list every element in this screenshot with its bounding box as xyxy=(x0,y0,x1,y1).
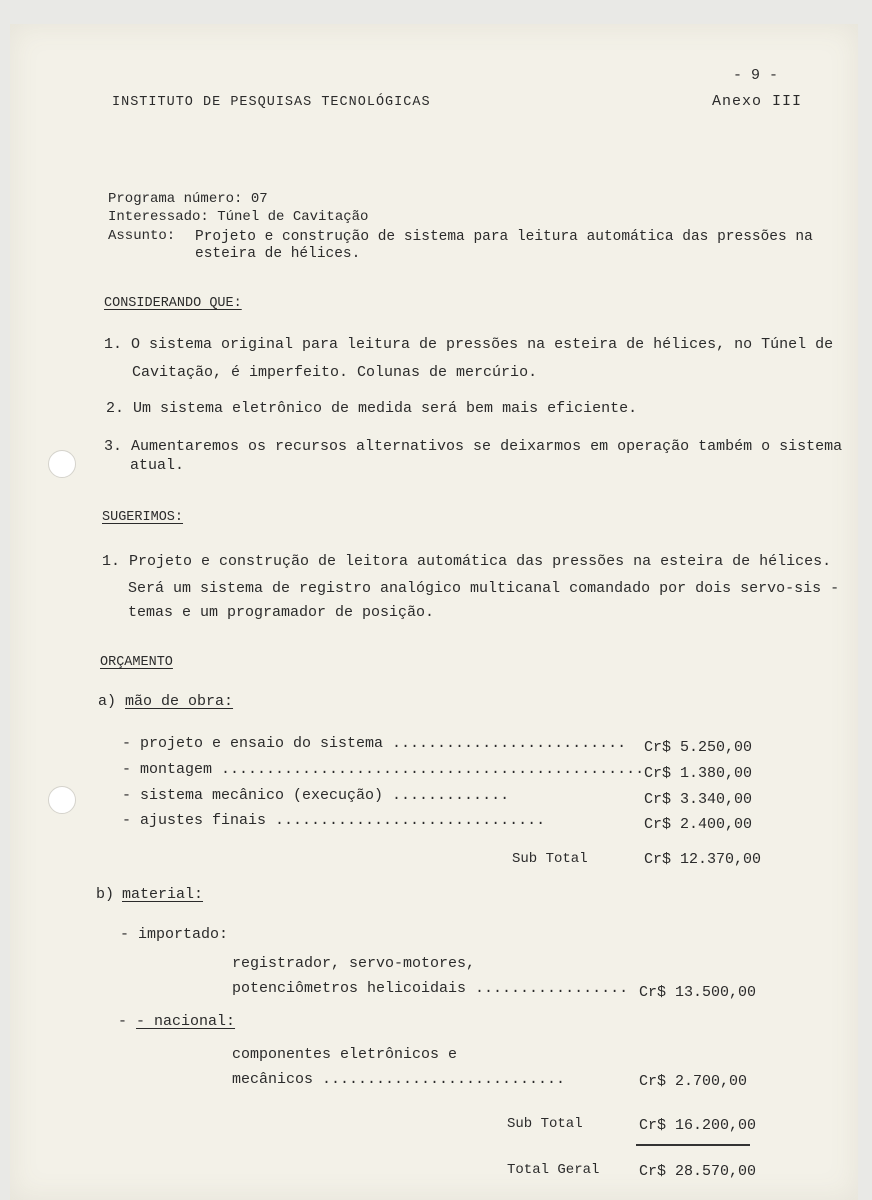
sugerimos-line-3: temas e um programador de posição. xyxy=(128,604,435,621)
nacional-amount: Cr$ 2.700,00 xyxy=(639,1073,748,1090)
subject-line-2: esteira de hélices. xyxy=(195,246,361,262)
program-number: Programa número: 07 xyxy=(108,191,268,207)
considerando-item-3-cont: atual. xyxy=(130,457,185,474)
importado-amount: Cr$ 13.500,00 xyxy=(639,984,757,1001)
considerando-item-2: 2. Um sistema eletrônico de medida será bem mais eficiente. xyxy=(106,400,638,417)
nacional-line-1: componentes eletrônicos e xyxy=(232,1046,458,1063)
labor-subtotal-amount: Cr$ 12.370,00 xyxy=(644,851,762,868)
sugerimos-line-2: Será um sistema de registro analógico multicanal comandado por dois servo-sis - xyxy=(128,580,840,597)
labor-item-4-amount: Cr$ 2.400,00 xyxy=(644,816,753,833)
labor-subtotal-label: Sub Total xyxy=(512,851,588,867)
nacional-line-2: mecânicos ........................... xyxy=(232,1071,566,1088)
nacional-label: - - nacional: xyxy=(118,1013,236,1030)
orcamento-heading: ORÇAMENTO xyxy=(100,655,173,670)
total-label: Total Geral xyxy=(507,1162,600,1178)
punch-hole xyxy=(48,786,76,814)
material-subtotal-label: Sub Total xyxy=(507,1116,583,1132)
subject-line-1: Projeto e construção de sistema para leitura automática das pressões na xyxy=(195,229,813,245)
subject-label: Assunto: xyxy=(108,228,176,244)
considerando-item-1-cont: Cavitação, é imperfeito. Colunas de mercúrio. xyxy=(132,364,538,381)
labor-item-4-desc: - ajustes finais .............................. xyxy=(122,812,546,829)
considerando-item-3: 3. Aumentaremos os recursos alternativos se deixarmos em operação também o sistema xyxy=(104,438,843,455)
labor-item-1-desc: - projeto e ensaio do sistema .......................... xyxy=(122,735,627,752)
labor-item-2-amount: Cr$ 1.380,00 xyxy=(644,765,753,782)
considerando-item-1: 1. O sistema original para leitura de pressões na esteira de hélices, no Túnel de xyxy=(104,336,834,353)
importado-line-2: potenciômetros helicoidais ................. xyxy=(232,980,629,997)
labor-item-3-desc: - sistema mecânico (execução) ............. xyxy=(122,787,510,804)
importado-label: - importado: xyxy=(120,926,229,943)
section-b-prefix: b) xyxy=(96,886,115,903)
labor-item-2-desc: - montagem ............................................... xyxy=(122,761,645,778)
institution-name: INSTITUTO DE PESQUISAS TECNOLÓGICAS xyxy=(112,95,431,110)
total-rule xyxy=(636,1144,750,1146)
punch-hole xyxy=(48,450,76,478)
labor-item-3-amount: Cr$ 3.340,00 xyxy=(644,791,753,808)
interested-party: Interessado: Túnel de Cavitação xyxy=(108,209,369,225)
considerando-heading: CONSIDERANDO QUE: xyxy=(104,296,242,311)
annex-label: Anexo III xyxy=(712,93,803,110)
mao-de-obra-label: mão de obra: xyxy=(125,693,234,710)
labor-item-1-amount: Cr$ 5.250,00 xyxy=(644,739,753,756)
section-a-prefix: a) xyxy=(98,693,117,710)
sugerimos-heading: SUGERIMOS: xyxy=(102,510,184,525)
total-amount: Cr$ 28.570,00 xyxy=(639,1163,757,1180)
material-label: material: xyxy=(122,886,204,903)
sugerimos-line-1: 1. Projeto e construção de leitora automática das pressões na esteira de hélices. xyxy=(102,553,832,570)
importado-line-1: registrador, servo-motores, xyxy=(232,955,476,972)
material-subtotal-amount: Cr$ 16.200,00 xyxy=(639,1117,757,1134)
page-number: - 9 - xyxy=(733,67,779,84)
